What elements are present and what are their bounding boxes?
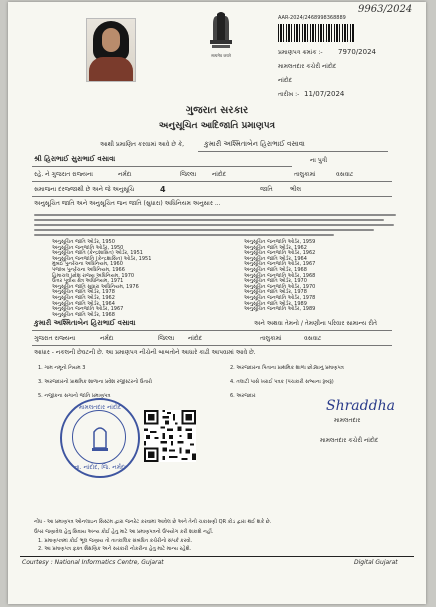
order-left-item: ઉત્તર પૂર્વીય ક્ષેત્ર અધિનિયમ, 1971 bbox=[52, 278, 124, 285]
order-left-item: અનુસૂચિત જાતિ ઓર્ડર, 1962 bbox=[52, 295, 115, 301]
office-line1: મામલતદાર કચેરી નાંદોદ bbox=[278, 63, 337, 70]
order-right-item: અનુસૂચિત જનજાતિ ઓર્ડર, 1959 bbox=[244, 239, 316, 245]
residence-line: રહે. ને ગુજરાત રાજ્યના bbox=[34, 171, 93, 178]
stamp-top-text: મામલતદાર નાંદોદ bbox=[78, 404, 122, 411]
cert-intro: આથી પ્રમાણિત કરવામાં આવે છે કે, bbox=[100, 141, 185, 148]
tribe-label: જાતિ bbox=[260, 186, 273, 193]
order-right-item: અનુસૂચિત જનજાતિ ઓર્ડર, 1970 bbox=[244, 283, 316, 290]
order-right-item: અનુસૂચિત જાતિ ઓર્ડર, 1962 bbox=[244, 244, 307, 251]
bottom-district-label: જિલ્લા bbox=[158, 335, 175, 342]
order-title: અનુસૂચિત જાતિ અને અનુસૂચિત જન જાતિ (સુધારા) અધિનિયમ અનુસાર ... bbox=[34, 200, 221, 207]
order-left-item: અનુસૂચિત જાતિ સુધારા અધિનિયમ, 1976 bbox=[52, 283, 139, 290]
footer-divider bbox=[20, 556, 414, 557]
taluka: વસવાટ bbox=[336, 171, 354, 178]
order-left-item: મુંબઈ પુનર્રચના અધિનિયમ, 1960 bbox=[52, 261, 123, 268]
member-line-suffix: અને અથવા તેમનો / તેમણીના પરિવાર સામાન્ય રીતે bbox=[254, 320, 378, 327]
basis-5: 5. નજીકના સગાનો જાતિ પ્રમાણપત્ર bbox=[38, 393, 111, 399]
order-right-item: અનુસૂચિત જનજાતિ ઓર્ડર, 1978 bbox=[244, 295, 316, 301]
footer-note2: ઉપર જણાવેલ હેતુ સિવાય અન્ય કોઈ હેતુ માટે આ પ્રમાણપત્રનો ઉપયોગ કરી શકાશે નહીં. bbox=[34, 529, 214, 535]
barcode-text: AAR-2024/2468998368889 bbox=[278, 15, 346, 21]
certificate-sheet bbox=[8, 2, 426, 604]
applicant-name: કુમારી અશ્મિતાબેન હિરાભાઈ વસાવા bbox=[204, 140, 305, 148]
order-left-item: અનુસૂચિત જાતિ ઓર્ડર, 1978 bbox=[52, 289, 115, 296]
ref-value: 7970/2024 bbox=[338, 48, 376, 56]
order-right-item: અનુસૂચિત જાતિ ઓર્ડર, 1964 bbox=[244, 255, 307, 262]
district: નાંદોદ bbox=[212, 171, 227, 178]
order-left-item: અનુસૂચિત જાતિ ઓર્ડર, 1968 bbox=[52, 311, 115, 318]
signature: Shraddha bbox=[326, 398, 395, 414]
date-label: તારીખ :- bbox=[278, 91, 300, 98]
footer-point1: 1. પ્રમાણપત્રમાં કોઈ ભૂલ જણાય તો તાત્કાલિક સંબંધિત કચેરીનો સંપર્ક કરવો. bbox=[38, 538, 193, 544]
bottom-state: ગુજરાત રાજ્યના bbox=[34, 335, 76, 342]
village: નર્મદા bbox=[118, 171, 132, 178]
order-left-item: અનુસૂચિત જનજાતિ (કેન્દ્રશાસિત) ઓર્ડર, 1951 bbox=[52, 255, 152, 262]
qr-code bbox=[144, 410, 196, 462]
order-right-item: અનુસૂચિત જાતિ ઓર્ડર, 1989 bbox=[244, 300, 307, 307]
father-name: શ્રી હિરાભાઈ સુરાભાઈ વસાવા bbox=[34, 155, 116, 163]
stamp-emblem-icon bbox=[88, 422, 112, 454]
signature-office: મામલતદાર કચેરી નાંદોદ bbox=[320, 437, 379, 444]
footer-note: નોંધ - આ પ્રમાણપત્ર ઓનલાઇન સિસ્ટમ દ્વારા જનરેટ કરવામાં આવેલ છે અને તેની ચકાસણી QR કોડ દ્વારા થઈ શકે છે. bbox=[34, 519, 272, 525]
bottom-district: નાંદોદ bbox=[188, 335, 203, 342]
svg-text:सत्यमेव जयते: सत्यमेव जयते bbox=[211, 53, 231, 58]
national-emblem-icon bbox=[204, 10, 238, 60]
barcode bbox=[278, 24, 354, 42]
basis-4: 4. તલાટી પાસે ખરાઈ પત્રક (પંચકારી સભ્યના રૂબરૂ) bbox=[230, 379, 334, 385]
stamp-bottom-text: તા. નાંદોદ, જિ. નર્મદા bbox=[74, 464, 126, 471]
order-right-item: અનુસૂચિત જનજાતિ ઓર્ડર, 1989 bbox=[244, 306, 316, 313]
bottom-village: નર્મદા bbox=[100, 335, 114, 342]
office-line2: નાંદોદ bbox=[278, 77, 293, 84]
basis-6: 6. અરજદાર bbox=[230, 393, 256, 399]
heading-title: અનુસૂચિત આદિજાતિ પ્રમાણપત્ર bbox=[158, 121, 276, 131]
courtesy: Courtesy : National Informatics Centre, Gujarat bbox=[22, 559, 164, 566]
heading-state: ગુજરાત સરકાર bbox=[185, 105, 249, 116]
handwritten-number: 9963/2024 bbox=[358, 4, 413, 15]
order-right-item: અનુસૂચિત જનજાતિ ઓર્ડર, 1962 bbox=[244, 250, 316, 257]
order-right-item: અનુસૂચિત જાતિ ઓર્ડર, 1970 bbox=[244, 278, 307, 285]
signature-title: મામલતદાર bbox=[334, 417, 361, 424]
relation-label: ના પુત્રી bbox=[310, 157, 328, 164]
taluka-label: તાલુકામાં bbox=[294, 171, 316, 178]
order-left-item: હિમાચલ પ્રદેશ રાજ્ય અધિનિયમ, 1970 bbox=[52, 272, 135, 279]
order-left-item: પંજાબ પુનર્રચના અધિનિયમ, 1966 bbox=[52, 267, 125, 273]
order-left-item: અનુસૂચિત જનજાતિ ઓર્ડર, 1950 bbox=[52, 244, 124, 251]
order-left-item: અનુસૂચિત જાતિ ઓર્ડર, 1950 bbox=[52, 239, 115, 245]
validity-line: આધાર - નકલની છેવટની છે. આ પ્રમાણપત્ર નીચેની બાબતોને આધારે કાઢી આપવામાં આવે છે. bbox=[34, 349, 256, 356]
order-right-item: અનુસૂચિત જનજાતિ ઓર્ડર, 1968 bbox=[244, 272, 316, 279]
bottom-taluka-label: તાલુકામાં bbox=[260, 335, 282, 342]
order-right-item: અનુસૂચિત જાતિ ઓર્ડર, 1978 bbox=[244, 289, 307, 296]
order-left-item: અનુસૂચિત જનજાતિ ઓર્ડર, 1967 bbox=[52, 306, 124, 313]
member-line-name: કુમારી અશ્મિતાબેન હિરાભાઈ વસાવા bbox=[34, 319, 136, 327]
community-label: સમાજના દરજ્જાથી છે અને જે અનુસૂચિ bbox=[34, 186, 135, 193]
order-right-item: અનુસૂચિત જાતિ ઓર્ડર, 1968 bbox=[244, 267, 307, 273]
ref-label: પ્રમાણપત્ર ક્રમાંક :- bbox=[278, 49, 323, 56]
official-stamp bbox=[60, 398, 140, 478]
tribe: ભીલ bbox=[290, 186, 302, 193]
order-left-item: અનુસૂચિત જાતિ (કેન્દ્રશાસિત) ઓર્ડર, 1951 bbox=[52, 250, 143, 257]
bottom-taluka: વસવાટ bbox=[304, 335, 322, 342]
order-right-item: અનુસૂચિત જનજાતિ ઓર્ડર, 1967 bbox=[244, 261, 316, 268]
date-value: 11/07/2024 bbox=[304, 90, 345, 98]
district-label: જિલ્લા bbox=[180, 171, 197, 178]
order-left-item: અનુસૂચિત જાતિ ઓર્ડર, 1964 bbox=[52, 300, 115, 307]
footer-point2: 2. આ પ્રમાણપત્ર ફક્ત શૈક્ષણિક અને સરકારી નોકરીના હેતુ માટે માન્ય રહેશે. bbox=[38, 546, 192, 552]
brand: Digital Gujarat bbox=[354, 559, 398, 566]
basis-1: 1. ગામ નમૂનો નિયમ 3 bbox=[38, 365, 86, 371]
basis-3: 3. અરજદારનો પ્રાથમિક શાળાના પ્રવેશ રજીસ્ટરનો ઉતારો bbox=[38, 379, 152, 385]
schedule-no: 4 bbox=[160, 185, 166, 194]
basis-2: 2. અરજદારના પિતાના પ્રાથમિક શાળા છોડ્યાનું પ્રમાણપત્ર bbox=[230, 365, 344, 371]
applicant-photo bbox=[86, 18, 136, 82]
